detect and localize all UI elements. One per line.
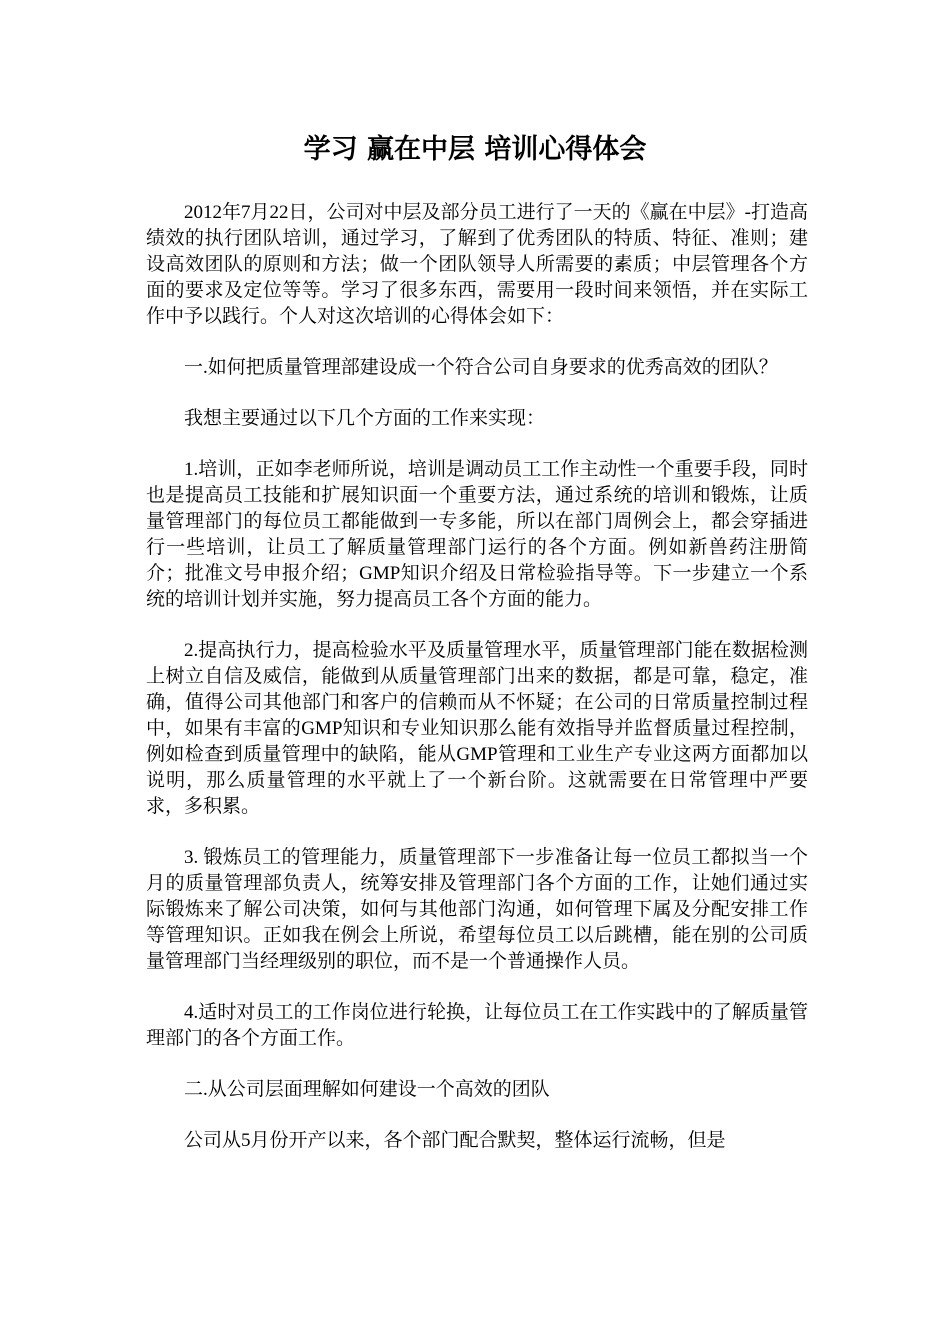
paragraph-point-execution: 2.提高执行力，提高检验水平及质量管理水平，质量管理部门能在数据检测上树立自信及威信，能做到从质量管理部门出来的数据，都是可靠，稳定，准确，值得公司其他部门和客户的信赖而从不怀疑；在公司的日常质量控制过程中，如果有丰富的GMP知识和专业知识那么能有效指导并监督质量过程控制，例如检查到质量管理中的缺陷，能从GMP管理和工业生产专业这两方面都加以说明，那么质量管理的水平就上了一个新台阶。这就需要在日常管理中严要求，多积累。 bbox=[146, 640, 808, 817]
paragraph-approach-intro: 我想主要通过以下几个方面的工作来实现： bbox=[184, 408, 546, 429]
paragraph-section-one-heading: 一.如何把质量管理部建设成一个符合公司自身要求的优秀高效的团队？ bbox=[184, 357, 778, 378]
document-title: 学习 赢在中层 培训心得体会 bbox=[303, 134, 647, 165]
paragraph-point-management: 3. 锻炼员工的管理能力，质量管理部下一步准备让每一位员工都拟当一个月的质量管理部负责人，统筹安排及管理部门各个方面的工作，让她们通过实际锻炼来了解公司决策，如何与其他部门沟通，如何管理下属及分配安排工作等管理知识。正如我在例会上所说，希望每位员工以后跳槽，能在别的公司质量管理部门当经理级别的职位，而不是一个普通操作人员。 bbox=[146, 847, 808, 972]
paragraph-intro: 2012年7月22日，公司对中层及部分员工进行了一天的《赢在中层》-打造高绩效的执行团队培训，通过学习，了解到了优秀团队的特质、特征、准则；建设高效团队的原则和方法；做一个团队领导人所需要的素质；中层管理各个方面的要求及定位等等。学习了很多东西，需要用一段时间来领悟，并在实际工作中予以践行。个人对这次培训的心得体会如下： bbox=[146, 202, 808, 327]
document-body bbox=[146, 200, 808, 1179]
paragraph-point-training: 1.培训，正如李老师所说，培训是调动员工工作主动性一个重要手段，同时也是提高员工技能和扩展知识面一个重要方法，通过系统的培训和锻炼，让质量管理部门的每位员工都能做到一专多能，所以在部门周例会上，都会穿插进行一些培训，让员工了解质量管理部门运行的各个方面。例如新兽药注册简介；批准文号申报介绍；GMP知识介绍及日常检验指导等。下一步建立一个系统的培训计划并实施，努力提高员工各个方面的能力。 bbox=[146, 459, 808, 610]
paragraph-point-rotation: 4.适时对员工的工作岗位进行轮换，让每位员工在工作实践中的了解质量管理部门的各个方面工作。 bbox=[146, 1002, 808, 1049]
paragraph-company-level: 公司从5月份开产以来，各个部门配合默契，整体运行流畅，但是 bbox=[184, 1130, 726, 1151]
paragraph-section-two-heading: 二.从公司层面理解如何建设一个高效的团队 bbox=[184, 1079, 550, 1100]
